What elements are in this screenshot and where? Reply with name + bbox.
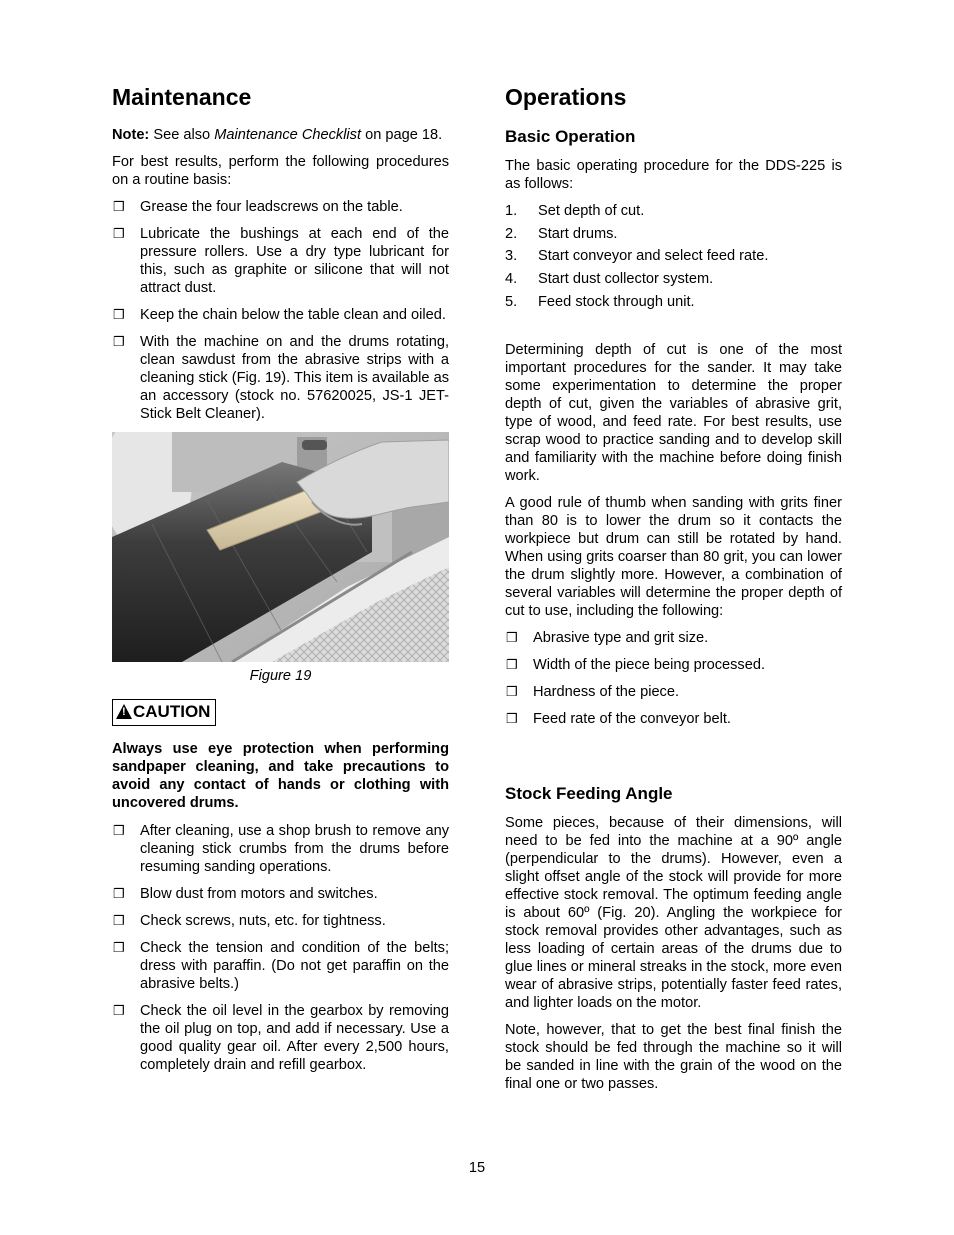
note-reference: Maintenance Checklist [214,127,362,143]
note-label: Note: [112,127,150,143]
stock-feeding-angle-heading: Stock Feeding Angle [505,784,673,804]
list-item-text: Hardness of the piece. [533,684,680,701]
sanding-drum-illustration [112,432,449,662]
caution-block [112,699,449,812]
list-item [112,912,449,930]
checkbox-icon: ❒ [113,1003,125,1018]
checkbox-icon: ❒ [113,940,125,955]
list-item [112,1002,449,1074]
list-item-text: Feed rate of the conveyor belt. [533,711,731,728]
checkbox-icon: ❒ [113,307,125,322]
maintenance-list-b [112,822,449,1074]
note-text-1: See also [149,127,215,143]
list-item-text: Blow dust from motors and switches. [140,886,378,902]
maintenance-intro: For best results, perform the following procedures on a routine basis: [112,154,449,188]
maintenance-title: Maintenance [112,84,252,110]
checkbox-icon: ❒ [113,199,125,214]
list-item-text: Width of the piece being processed. [533,657,766,674]
list-item-text: Grease the four leadscrews on the table. [140,199,403,215]
figure-19-photo [112,432,449,662]
checkbox-icon: ❒ [113,226,125,241]
list-item [112,198,449,216]
list-item-text: Check screws, nuts, etc. for tightness. [140,913,386,929]
step-text: Start conveyor and select feed rate. [538,248,769,265]
stock-feeding-paragraph-2: Note, however, that to get the best final finish the stock should be fed through the machine so it will be sanded in line with the grain of the wood on the final one or two passes. [505,1022,842,1093]
warning-triangle-icon [116,704,132,719]
list-item [112,885,449,903]
list-item-text: Lubricate the bushings at each end of the pressure rollers. Use a dry type lubricant for this, such as graphite or silicone that will not attract dust. [140,226,449,296]
stock-feeding-paragraph-1: Some pieces, because of their dimensions, will need to be fed into the machine at a 90º angle (perpendicular to the drums). However, even a slight offset angle of the stock will provide for more effective stock removal. The optimum feeding angle is about 60º (Fig. 20). Angling the workpiece for stock removal provides other advantages, such as less loading of certain areas of the drums due to glue lines or mineral streaks in the stock, more even wear of abrasive strips, potentially faster feed rates, and lighter loads on the motor. [505,815,842,1012]
list-item-text: Keep the chain below the table clean and oiled. [140,307,446,323]
list-item [112,333,449,423]
list-item-text: Abrasive type and grit size. [533,630,709,647]
list-item [505,656,842,674]
list-item [112,225,449,297]
note-text-2: on page 18. [361,127,443,143]
list-item [112,939,449,993]
checkbox-icon: ❒ [506,657,518,673]
step-item [505,247,842,265]
caution-label-box [112,699,216,726]
caution-label: CAUTION [133,702,211,721]
step-number: 5. [505,293,518,310]
basic-operation-heading: Basic Operation [505,127,636,146]
list-item [505,629,842,647]
operations-column [505,82,842,1102]
checkbox-icon: ❒ [113,886,125,901]
variables-list [505,629,842,728]
operations-title: Operations [505,84,627,110]
list-item [505,683,842,701]
list-item [505,710,842,728]
checkbox-icon: ❒ [506,684,518,700]
basic-operation-intro: The basic operating procedure for the DDS-225 is as follows: [505,158,842,192]
operation-steps [505,202,842,311]
checkbox-icon: ❒ [113,823,125,838]
checkbox-icon: ❒ [113,334,125,349]
spacer [505,315,842,341]
step-text: Start dust collector system. [538,271,714,288]
list-item-text: Check the oil level in the gearbox by removing the oil plug on top, and add if necessary. Use a good quality gear oil. After every 2,500 hours, completely drain and refill gearbox. [140,1003,449,1073]
step-item [505,270,842,288]
list-item-text: After cleaning, use a shop brush to remove any cleaning stick crumbs from the drums before resuming sanding operations. [140,823,449,875]
maintenance-column [112,82,449,1083]
spacer [505,737,842,783]
step-item [505,202,842,220]
step-text: Feed stock through unit. [538,293,695,310]
caution-message: Always use eye protection when performing sandpaper cleaning, and take precautions to avoid any contact of hands or clothing with uncovered drums. [112,741,449,811]
depth-of-cut-paragraph: Determining depth of cut is one of the most important procedures for the sander. It may take some experimentation to determine the proper depth of cut, given the variables of abrasive grit, type of wood, and feed rate. For best results, use scrap wood to practice sanding and to develop skill and familiarity with the machine before doing finish work. [505,342,842,485]
maintenance-list-a [112,198,449,423]
step-text: Start drums. [538,225,618,242]
step-text: Set depth of cut. [538,203,645,219]
checkbox-icon: ❒ [506,630,518,646]
checkbox-icon: ❒ [113,913,125,928]
step-item [505,293,842,311]
maintenance-note [112,126,449,144]
list-item-text: Check the tension and condition of the belts; dress with paraffin. (Do not get paraffin on the abrasive belts.) [140,940,449,992]
figure-caption: Figure 19 [249,668,312,684]
list-item-text: With the machine on and the drums rotating, clean sawdust from the abrasive strips with a cleaning stick (Fig. 19). This item is available as an accessory (stock no. 57620025, JS-1 JET-Stick Belt Cleaner). [140,334,449,422]
step-number: 1. [505,203,518,219]
page-number: 15 [468,1160,486,1176]
list-item [112,822,449,876]
step-number: 4. [505,271,518,288]
list-item [112,306,449,324]
step-number: 2. [505,225,518,242]
step-number: 3. [505,248,518,265]
rule-of-thumb-paragraph: A good rule of thumb when sanding with grits finer than 80 is to lower the drum so it contacts the workpiece but drum can still be rotated by hand. When using grits coarser than 80 grit, you can lower the drum slightly more. However, a combination of several variables will determine the proper depth of cut to use, including the following: [505,495,842,620]
step-item [505,225,842,243]
checkbox-icon: ❒ [506,711,518,727]
